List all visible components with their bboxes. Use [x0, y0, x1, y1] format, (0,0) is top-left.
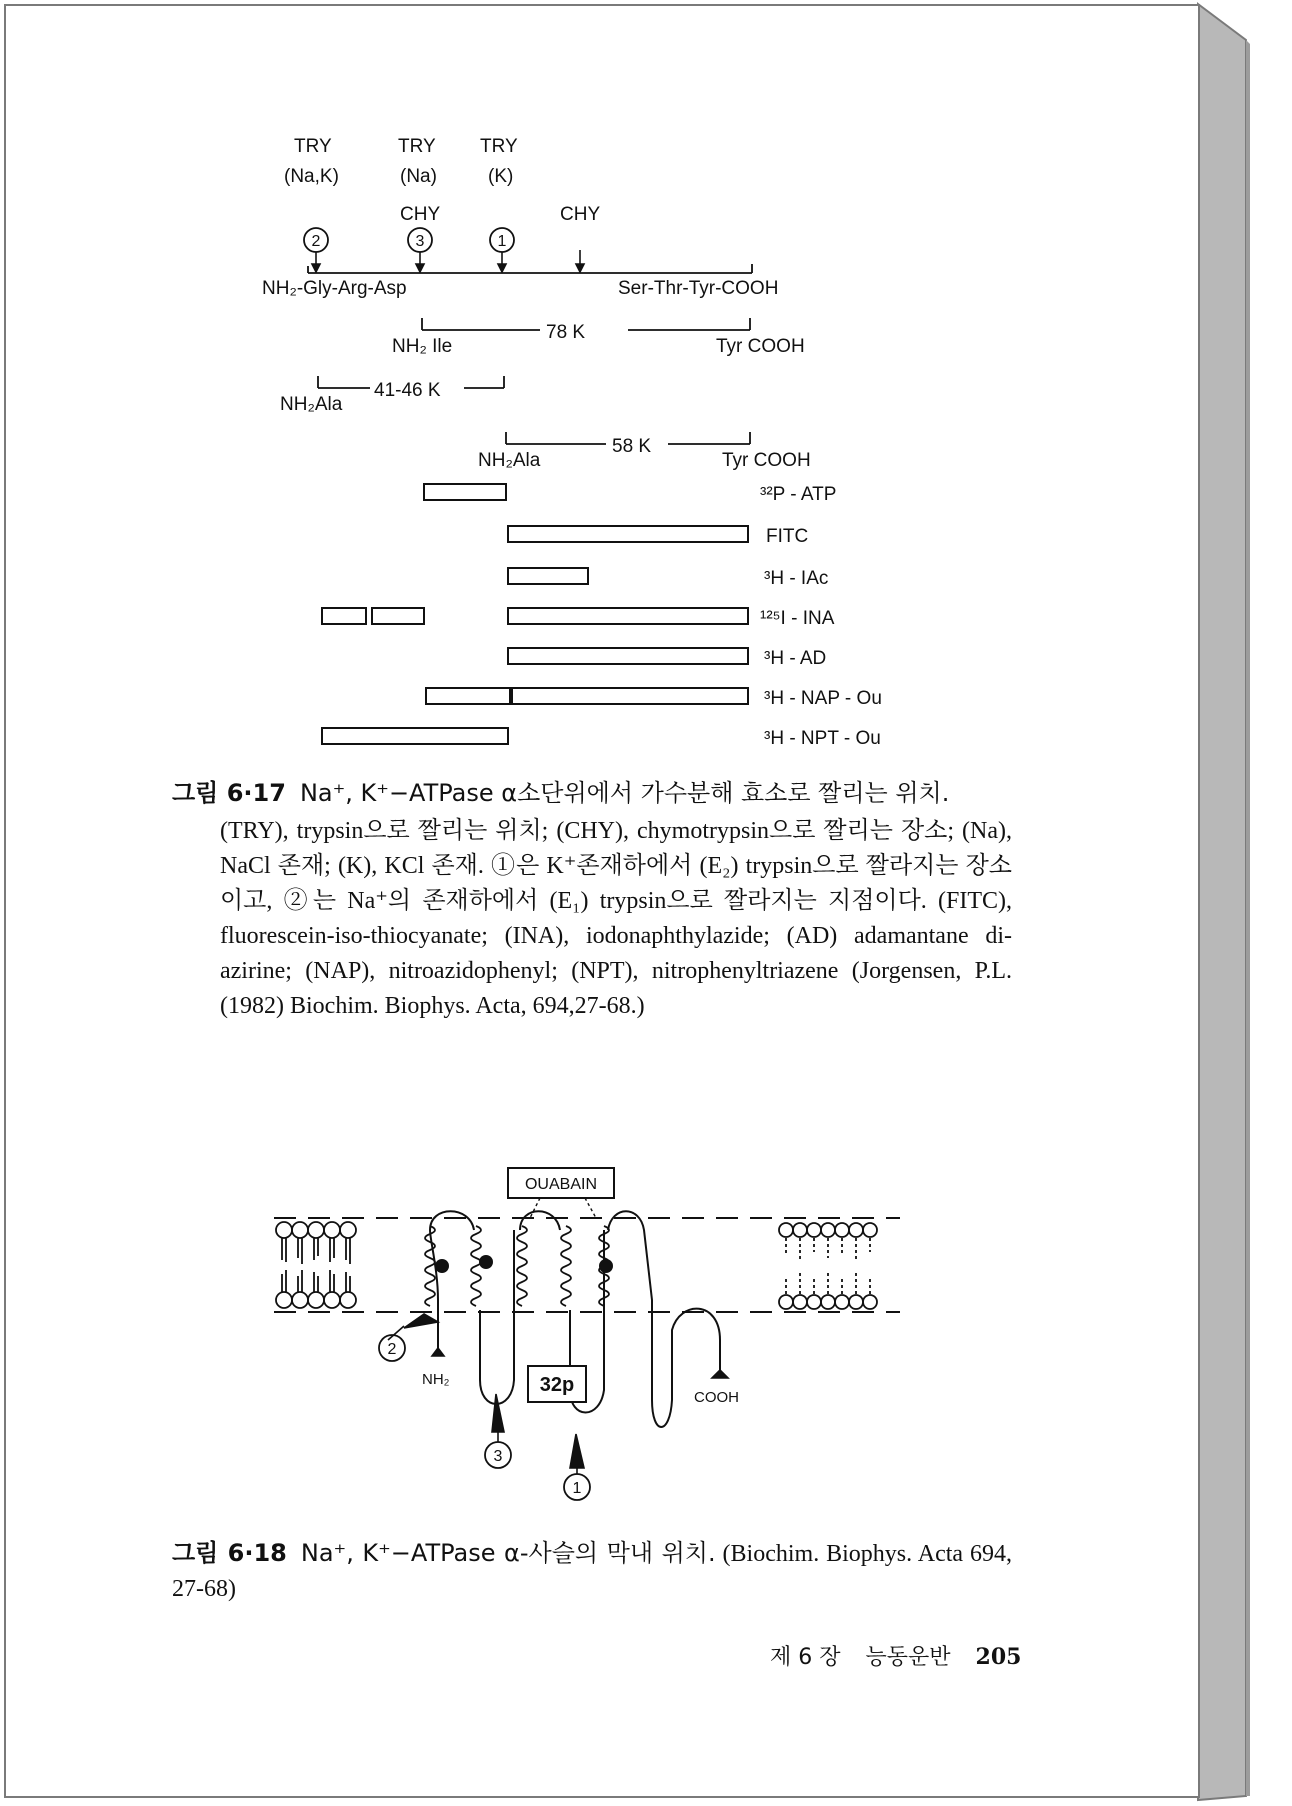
transmembrane-helices: [425, 1226, 609, 1306]
page-footer: [770, 1640, 1021, 1671]
site-marker-1-num: 1: [572, 1480, 582, 1497]
enzyme-try-3-cond: (K): [488, 166, 514, 187]
caption-6-18: [172, 1536, 1012, 1607]
enzyme-try-1-cond: (Na,K): [284, 166, 339, 187]
enzyme-try-1: TRY: [294, 136, 332, 157]
ouabain-label: OUABAIN: [524, 1176, 598, 1193]
frag58-mid: 58 K: [612, 436, 652, 457]
enzyme-chy-1: CHY: [400, 204, 441, 225]
site-num-1: 1: [497, 233, 507, 250]
caption-6-18-label: 그림 6·18: [172, 1539, 287, 1567]
caption-6-17-title: Na⁺, K⁺−ATPase α소단위에서 가수분해 효소로 짤리는 위치.: [299, 779, 950, 807]
enzyme-try-3: TRY: [480, 136, 518, 157]
caption-6-18-body: (Biochim. Biophys. Acta 694, 27-68): [172, 1541, 1012, 1602]
c-terminus-main: Ser-Thr-Tyr-COOH: [618, 278, 779, 299]
bar-label-ina: ¹²⁵I - INA: [760, 608, 835, 629]
main-chain-line: [308, 264, 752, 273]
lipid-bilayer-right: [779, 1223, 877, 1309]
frag78-mid: 78 K: [546, 322, 586, 343]
site-num-3: 3: [415, 233, 425, 250]
bar-label-npt: ³H - NPT - Ou: [764, 728, 881, 749]
frag58-left: NH₂Ala: [478, 450, 541, 471]
footer-chapter: 제 6 장: [770, 1645, 841, 1670]
bar-label-ad: ³H - AD: [764, 648, 827, 669]
bar-label-iac: ³H - IAc: [764, 568, 829, 589]
frag41-mid: 41-46 K: [374, 380, 441, 401]
bar-label-nap: ³H - NAP - Ou: [764, 688, 882, 709]
page-number: 205: [975, 1644, 1022, 1670]
caption-6-18-title: Na⁺, K⁺−ATPase α-사슬의 막내 위치.: [300, 1539, 716, 1567]
enzyme-chy-2: CHY: [560, 204, 601, 225]
figure-6-17: [0, 0, 1292, 780]
caption-6-17-label: 그림 6·17: [172, 779, 286, 807]
site-num-2: 2: [311, 233, 321, 250]
bar-label-atp: ³²P - ATP: [760, 484, 837, 505]
caption-6-17-body: (TRY), trypsin으로 짤리는 위치; (CHY), chymotrypsin으로 짤리는 장소; (Na), NaCl 존재; (K), KCl 존재. ①은 K⁺존재하에서 (E₂) trypsin으로 짤라지는 장소이고, ②는 Na⁺의 존재하에서 (E₁) trypsin으로 짤라지는 지점이다. (FITC), fluorescein-iso-thiocyanate; (INA), iodonaphthylazide; (AD) adamantane di-azirine; (NAP), nitroazidophenyl; (NPT), nitrophenyltriazene (Jorgensen, P.L. (1982) Biochim. Biophys. Acta, 694,27-68.): [220, 818, 1012, 1019]
label-bars: [322, 484, 748, 744]
bar-label-fitc: FITC: [766, 526, 809, 547]
phospho-site-label: 32p: [539, 1374, 575, 1396]
nh2-terminus: NH₂: [422, 1371, 450, 1388]
site-marker-3-num: 3: [493, 1448, 503, 1465]
site-marker-2-num: 2: [387, 1341, 397, 1358]
frag78-left: NH₂ Ile: [392, 336, 453, 357]
enzyme-try-2-cond: (Na): [400, 166, 437, 187]
n-terminus-main: NH₂-Gly-Arg-Asp: [262, 278, 407, 299]
cooh-terminus: COOH: [694, 1389, 739, 1406]
caption-6-17: [172, 776, 1012, 1024]
figure-6-18: [0, 1150, 1292, 1510]
frag58-right: Tyr COOH: [722, 450, 811, 471]
footer-title: 능동운반: [865, 1645, 951, 1670]
frag41-left: NH₂Ala: [280, 394, 343, 415]
frag78-right: Tyr COOH: [716, 336, 805, 357]
enzyme-try-2: TRY: [398, 136, 436, 157]
lipid-bilayer-left: [276, 1222, 356, 1308]
